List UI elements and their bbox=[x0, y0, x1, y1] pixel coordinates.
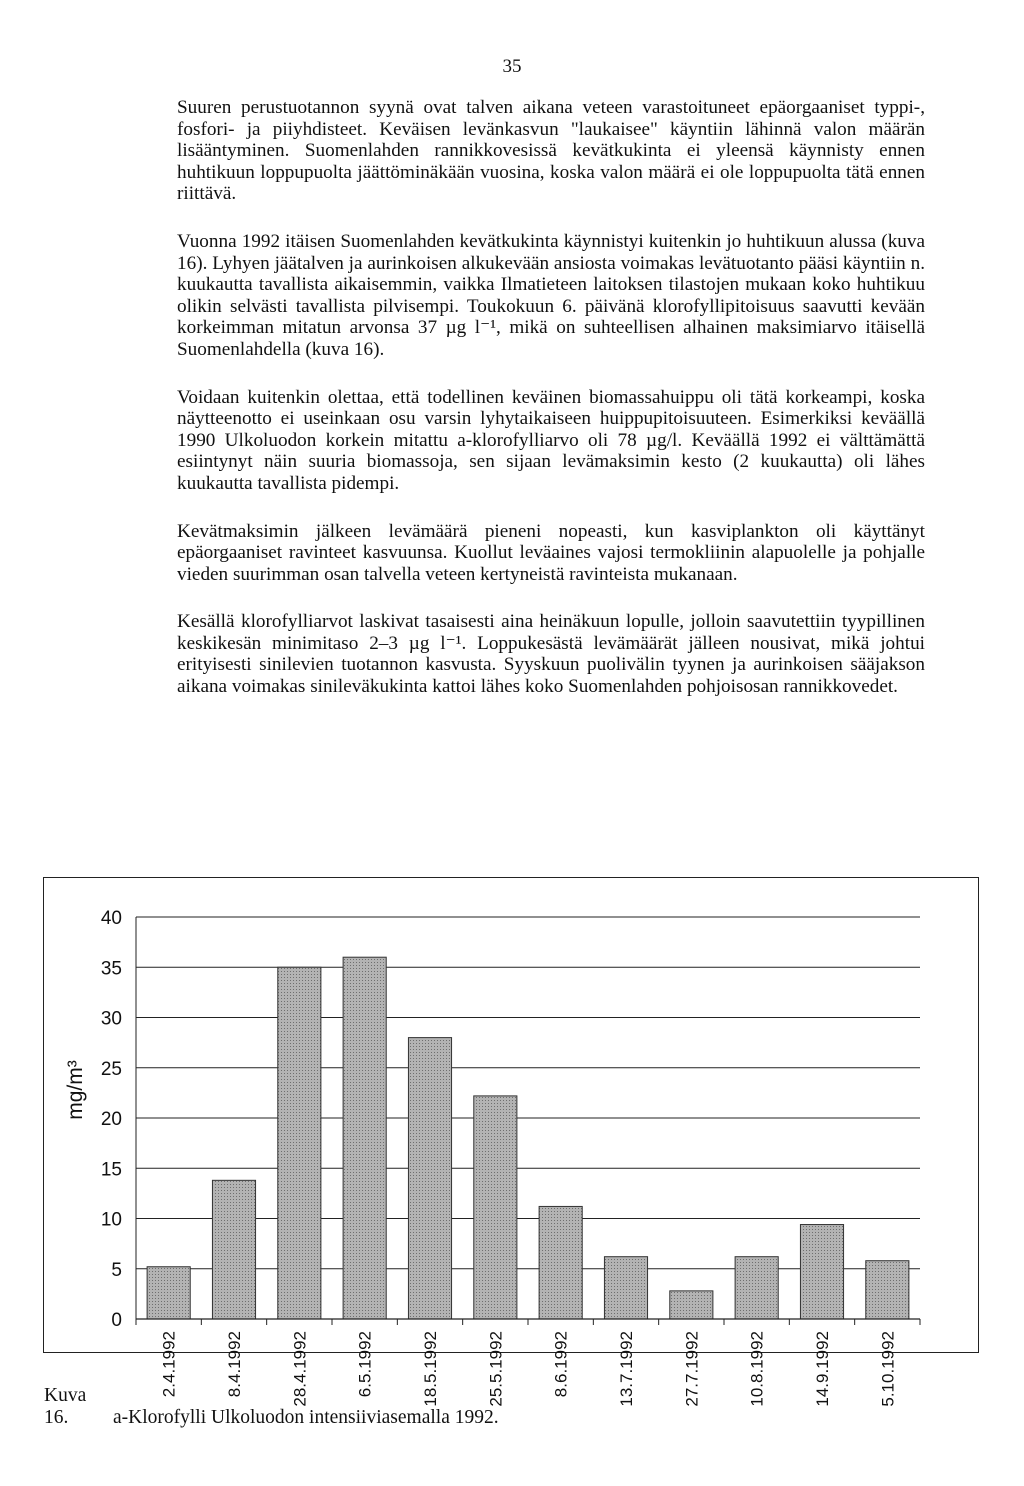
x-tick-label: 14.9.1992 bbox=[813, 1331, 832, 1407]
y-axis-title: mg/m³ bbox=[64, 1060, 87, 1120]
bar bbox=[474, 1096, 517, 1319]
y-tick-label: 15 bbox=[100, 1159, 122, 1181]
x-tick-label: 28.4.1992 bbox=[290, 1331, 310, 1407]
y-tick-label: 35 bbox=[100, 958, 122, 980]
bar bbox=[343, 957, 386, 1319]
bar bbox=[604, 1257, 647, 1319]
x-tick-label: 8.4.1992 bbox=[225, 1331, 244, 1398]
bar bbox=[735, 1257, 778, 1319]
body-text bbox=[177, 97, 925, 724]
x-tick-label: 25.5.1992 bbox=[486, 1331, 506, 1407]
bar bbox=[800, 1225, 843, 1319]
bar bbox=[408, 1038, 451, 1319]
bar bbox=[866, 1261, 909, 1319]
bar bbox=[670, 1291, 713, 1319]
y-tick-label: 40 bbox=[100, 908, 122, 929]
paragraph-1: Suuren perustuotannon syynä ovat talven aikana veteen varastoituneet epäorgaaniset typpi-, fosfori- ja piiyhdisteet. Keväisen levänkasvun "laukaisee" käyntiin lähinnä valon määrän lisääntyminen. Suomenlahden rannikkovesissä kevätkukinta ei yleensä käynnisty ennen huhtikuun loppupuolta jäättöminäkään vuosina, koska valon määrä ei ole loppupuolta tätä ennen riittävä. bbox=[177, 97, 925, 205]
bar bbox=[147, 1267, 190, 1319]
figure-caption-text: a-Klorofylli Ulkoluodon intensiiviasemalla 1992. bbox=[113, 1407, 499, 1428]
x-tick-label: 6.5.1992 bbox=[355, 1331, 375, 1398]
y-tick-label: 20 bbox=[100, 1109, 122, 1130]
paragraph-2: Vuonna 1992 itäisen Suomenlahden kevätkukinta käynnistyi kuitenkin jo huhtikuun alussa (kuva 16). Lyhyen jäätalven ja aurinkoisen alkukevään ansiosta voimakas levätuotanto pääsi käyntiin n. kuukautta tavallista aikaisemmin, vaikka Ilmatieteen laitoksen tilastojen mukaan koko huhtikuu olikin selvästi tavallista pilvisempi. Toukokuun 6. päivänä klorofyllipitoisuus saavutti kevään korkeimman mitatun arvonsa 37 µg l⁻¹, mikä on suhteellisen alhainen maksimiarvo itäisellä Suomenlahdella (kuva 16). bbox=[177, 230, 925, 360]
page-number: 35 bbox=[502, 56, 522, 77]
figure-label: Kuva 16. bbox=[44, 1385, 87, 1428]
y-tick-label: 0 bbox=[111, 1310, 122, 1331]
x-tick-label: 18.5.1992 bbox=[421, 1331, 440, 1407]
bar bbox=[539, 1206, 582, 1319]
paragraph-3: Voidaan kuitenkin olettaa, että todellinen keväinen biomassahuippu oli tätä korkeampi, koska näytteenotto ei useinkaan osu varsin lyhytaikaiseen huippupitoisuuteen. Esimerkiksi keväällä 1990 Ulkoluodon korkein mitattu a-klorofylliarvo oli 78 µg/l. Keväällä 1992 ei välttämättä esiintynyt näin suuria biomassoja, sen sijaan levämaksimin kesto (2 kuukautta) oli lähes kuukautta tavallista pidempi. bbox=[177, 386, 925, 494]
paragraph-5: Kesällä klorofylliarvot laskivat tasaisesti aina heinäkuun lopulle, jolloin saavutettiin tyypillinen keskikesän minimitaso 2–3 µg l⁻¹. Loppukesästä levämäärät jälleen nousivat, mikä johtui erityisesti sinilevien tuotannon kasvusta. Syyskuun puolivälin tyynen ja aurinkoisen sääjakson aikana voimakas sinileväkukinta kattoi lähes koko Suomenlahden pohjoisosan rannikkovedet. bbox=[177, 611, 925, 698]
x-tick-label: 10.8.1992 bbox=[747, 1331, 767, 1407]
bar bbox=[212, 1180, 255, 1319]
x-tick-label: 2.4.1992 bbox=[159, 1331, 179, 1398]
x-tick-label: 27.7.1992 bbox=[682, 1331, 702, 1407]
x-tick-label: 5.10.1992 bbox=[878, 1331, 898, 1407]
paragraph-4: Kevätmaksimin jälkeen levämäärä pieneni nopeasti, kun kasviplankton oli käyttänyt epäorgaaniset ravinteet kasvuunsa. Kuollut leväaines vajosi termokliinin alapuolelle ja pohjalle vieden suurimman osan talvella veteen kertyneistä ravinteista mukanaan. bbox=[177, 520, 925, 585]
x-tick-label: 8.6.1992 bbox=[551, 1331, 571, 1398]
figure-caption bbox=[44, 1385, 499, 1429]
bar bbox=[278, 967, 321, 1319]
y-tick-label: 25 bbox=[100, 1058, 122, 1080]
y-tick-label: 30 bbox=[100, 1008, 122, 1030]
x-tick-label: 13.7.1992 bbox=[617, 1331, 636, 1407]
y-tick-label: 10 bbox=[100, 1209, 122, 1231]
y-tick-label: 5 bbox=[111, 1259, 122, 1281]
